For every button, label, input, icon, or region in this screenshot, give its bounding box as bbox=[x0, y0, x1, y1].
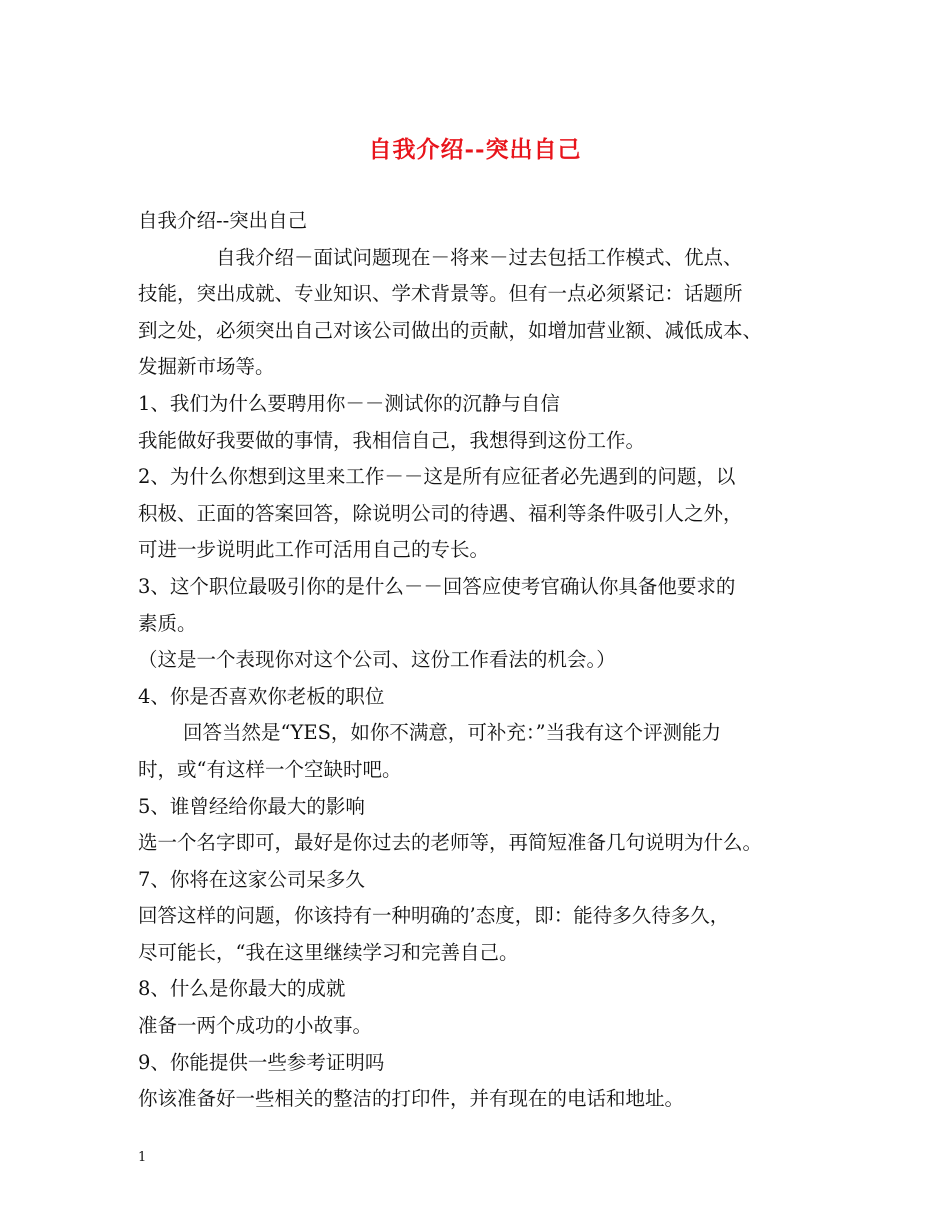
answer-line: 素质。 bbox=[138, 611, 197, 635]
paragraph-line: 技能，突出成就、专业知识、学术背景等。但有一点必须紧记：话题所 bbox=[138, 282, 743, 306]
question-heading: 1、我们为什么要聘用你－－测试你的沉静与自信 bbox=[138, 391, 560, 415]
question-heading: 7、你将在这家公司呆多久 bbox=[138, 867, 365, 891]
answer-line: 时，或“有这样一个空缺时吧。 bbox=[138, 757, 402, 781]
paragraph-heading: 自我介绍--突出自己 bbox=[138, 209, 308, 232]
answer-line: （这是一个表现你对这个公司、这份工作看法的机会。） bbox=[138, 648, 616, 672]
answer-line: 可进一步说明此工作可活用自己的专长。 bbox=[138, 538, 490, 562]
document-title: 自我介绍--突出自己 bbox=[368, 136, 582, 163]
question-heading: 2、为什么你想到这里来工作－－这是所有应征者必先遇到的问题，以 bbox=[138, 465, 736, 489]
answer-line: 我能做好我要做的事情，我相信自己，我想得到这份工作。 bbox=[138, 428, 646, 452]
question-heading: 9、你能提供一些参考证明吗 bbox=[138, 1050, 385, 1074]
answer-line: 尽可能长，“我在这里继续学习和完善自己。 bbox=[138, 940, 519, 964]
answer-line: 你该准备好一些相关的整洁的打印件，并有现在的电话和地址。 bbox=[138, 1087, 685, 1111]
answer-line: 准备一两个成功的小故事。 bbox=[138, 1014, 373, 1038]
page-number: 1 bbox=[138, 1150, 147, 1165]
question-heading: 4、你是否喜欢你老板的职位 bbox=[138, 684, 385, 708]
answer-line: 回答当然是“YES，如你不满意，可补充：”当我有这个评测能力 bbox=[183, 721, 722, 745]
question-heading: 8、什么是你最大的成就 bbox=[138, 977, 346, 1001]
question-heading: 5、谁曾经给你最大的影响 bbox=[138, 794, 365, 818]
answer-line: 积极、正面的答案回答，除说明公司的待遇、福利等条件吸引人之外， bbox=[138, 501, 743, 525]
document-body bbox=[138, 203, 838, 1118]
question-heading: 3、这个职位最吸引你的是什么－－回答应使考官确认你具备他要求的 bbox=[138, 574, 736, 598]
answer-line: 回答这样的问题，你该持有一种明确的’态度，即：能待多久待多久， bbox=[138, 904, 730, 928]
paragraph-line: 发掘新市场等。 bbox=[138, 355, 275, 379]
paragraph-line: 自我介绍－面试问题现在－将来－过去包括工作模式、优点、 bbox=[216, 245, 743, 269]
answer-line: 选一个名字即可，最好是你过去的老师等，再简短准备几句说明为什么。 bbox=[138, 831, 763, 855]
paragraph-line: 到之处，必须突出自己对该公司做出的贡献，如增加营业额、减低成本、 bbox=[138, 318, 763, 342]
